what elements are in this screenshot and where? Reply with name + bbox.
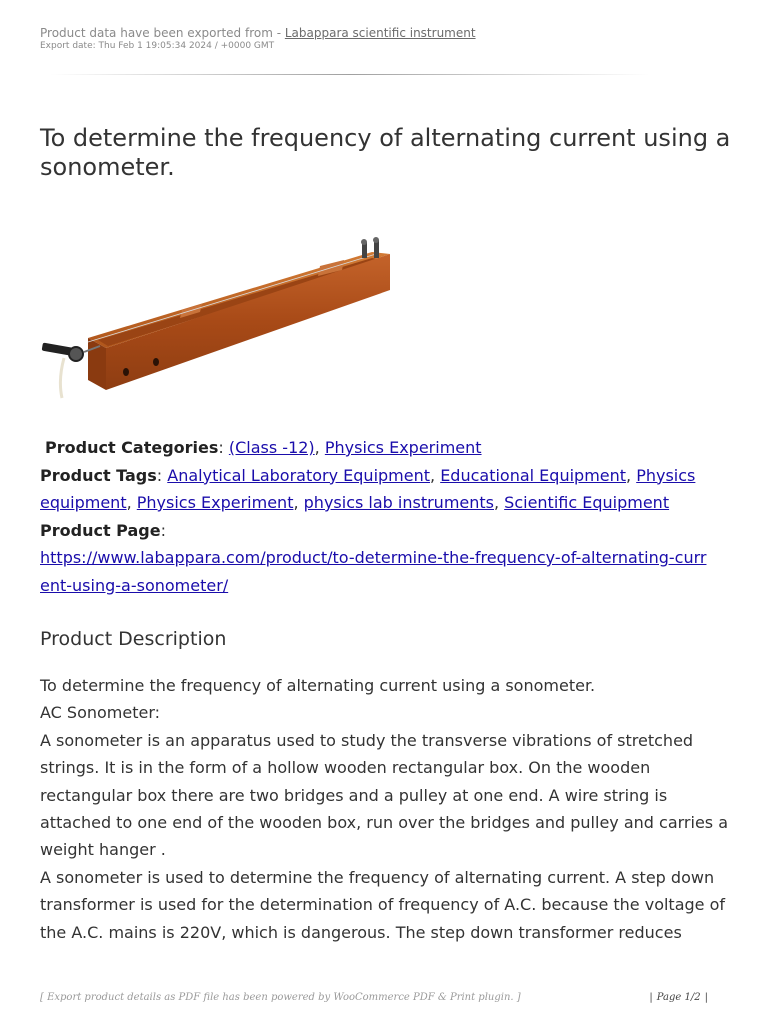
description-paragraph: A sonometer is used to determine the frequency of alternating current. A step down transformer is used for the determination of frequency of A.C. because the voltage of the A.C. mains is 220V, which is dangerous. The step down transformer reduces bbox=[40, 867, 726, 942]
description-paragraph: To determine the frequency of alternating current using a sonometer. bbox=[40, 676, 596, 695]
export-prefix: Product data have been exported from - bbox=[40, 26, 285, 40]
description-paragraph: AC Sonometer: bbox=[40, 703, 161, 723]
powered-by-footer: [ Export product details as PDF file has been powered by WooCommerce PDF & Print plugin. ] bbox=[40, 992, 521, 1003]
export-date: Export date: Thu Feb 1 19:05:34 2024 / +0000 GMT bbox=[40, 41, 275, 51]
tag-link[interactable]: Educational Equipment bbox=[440, 465, 627, 485]
page-row: Product Page: bbox=[40, 520, 166, 540]
sonometer-image bbox=[40, 230, 400, 410]
category-link[interactable]: (Class -12) bbox=[228, 438, 315, 457]
description-heading: Product Description bbox=[40, 628, 227, 650]
page-indicator: | Page 1/2 | bbox=[649, 992, 708, 1003]
export-header bbox=[40, 26, 730, 52]
header-divider bbox=[50, 74, 650, 75]
tag-link[interactable]: Physics Experiment bbox=[136, 493, 294, 512]
tag-link[interactable]: Physics equipment bbox=[40, 465, 696, 512]
tags-row: Product Tags: Analytical Laboratory Equipment, Educational Equipment, Physics equipment, Physics Experiment, physics lab instruments, Scientific Equipment bbox=[40, 465, 696, 512]
product-description bbox=[40, 672, 740, 946]
product-meta bbox=[40, 434, 740, 599]
description-paragraph: A sonometer is an apparatus used to study the transverse vibrations of stretched strings. It is in the form of a hollow wooden rectangular box. On the wooden rectangular box there are two bridges and a pulley at one end. A wire string is attached to one end of the wooden box, run over the bridges and pulley and carries a weight hanger . bbox=[40, 730, 729, 860]
tag-link[interactable]: Scientific Equipment bbox=[504, 493, 670, 512]
tag-link[interactable]: Analytical Laboratory Equipment bbox=[167, 465, 431, 485]
product-title: To determine the frequency of alternating current using a sonometer. bbox=[40, 124, 731, 181]
category-link[interactable]: Physics Experiment bbox=[324, 438, 482, 457]
tag-link[interactable]: physics lab instruments bbox=[303, 493, 494, 512]
categories-row: Product Categories: (Class -12), Physics Experiment bbox=[45, 438, 482, 457]
site-link[interactable]: Labappara scientific instrument bbox=[284, 26, 476, 40]
product-page-link[interactable]: https://www.labappara.com/product/to-determine-the-frequency-of-alternating-curr ent-using-a-sonometer/ bbox=[40, 548, 707, 595]
